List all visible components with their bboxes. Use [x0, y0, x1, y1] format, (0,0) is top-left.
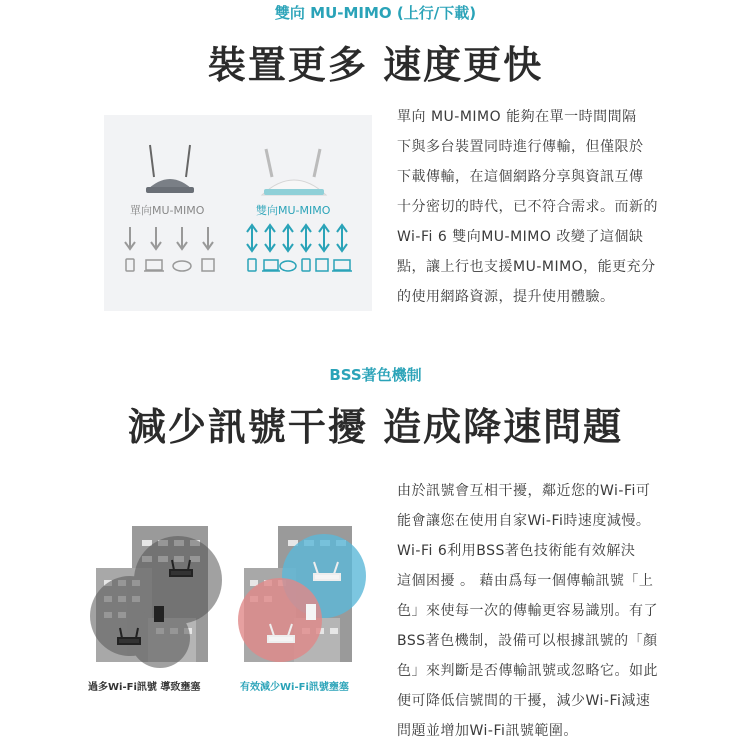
bidirectional-caption: 雙向MU-MIMO: [256, 204, 331, 217]
paragraph-line: 色」來使每一次的傳輸更容易識別。有了: [397, 603, 658, 619]
router-icon: [146, 145, 194, 193]
section1-eyebrow: 雙向 MU-MIMO (上行/下載): [274, 4, 477, 22]
paragraph-line: 單向 MU-MIMO 能夠在單一時間間隔: [397, 109, 637, 125]
section2-headline: 減少訊號干擾 造成降速問題: [127, 405, 624, 449]
reduced-congestion-caption: 有效減少Wi-Fi訊號壅塞: [240, 682, 349, 693]
bidirectional-arrows: [247, 225, 347, 251]
unidirectional-caption: 單向MU-MIMO: [130, 204, 205, 217]
paragraph-line: 十分密切的時代，已不符合需求。而新的: [397, 199, 658, 215]
paragraph-line: 色」來判斷是否傳輸訊號或忽略它。如此: [397, 663, 658, 679]
section1-headline: 裝置更多 速度更快: [207, 43, 544, 87]
download-arrows: [125, 227, 213, 249]
paragraph-line: BSS著色機制，設備可以根據訊號的「顏: [397, 633, 658, 649]
device-icon: [154, 606, 164, 622]
bss-diagram: [88, 520, 378, 695]
paragraph-line: 下載傳輸，在這個網路分享與資訊互傳: [397, 169, 644, 185]
paragraph-line: 問題並增加Wi-Fi訊號範圍。: [397, 723, 578, 739]
device-icons: [248, 259, 352, 271]
paragraph-line: 這個困擾 。 藉由爲每一個傳輸訊號「上: [397, 573, 654, 589]
device-icons: [126, 259, 214, 271]
device-icon: [306, 604, 316, 620]
section1-paragraph: [397, 102, 658, 312]
paragraph-line: 便可降低信號間的干擾，減少Wi-Fi減速: [397, 693, 651, 709]
paragraph-line: 由於訊號會互相干擾，鄰近您的Wi-Fi可: [397, 483, 651, 499]
bss-coloring-illustration: [88, 520, 378, 695]
router-icon: [262, 149, 326, 195]
paragraph-line: Wi-Fi 6利用BSS著色技術能有效解決: [397, 543, 636, 559]
section2-eyebrow: BSS著色機制: [329, 366, 422, 384]
paragraph-line: Wi-Fi 6 雙向MU-MIMO 改變了這個缺: [397, 229, 644, 245]
paragraph-line: 能會讓您在使用自家Wi-Fi時速度減慢。: [397, 513, 651, 529]
congestion-caption: 過多Wi-Fi訊號 導致壅塞: [88, 682, 201, 693]
section2-paragraph: [397, 476, 658, 746]
paragraph-line: 的使用網路資源，提升使用體驗。: [397, 289, 615, 305]
paragraph-line: 點，讓上行也支援MU-MIMO，能更充分: [397, 259, 656, 275]
paragraph-line: 下與多台裝置同時進行傳輸，但僅限於: [397, 139, 644, 155]
mu-mimo-illustration: [104, 115, 372, 311]
